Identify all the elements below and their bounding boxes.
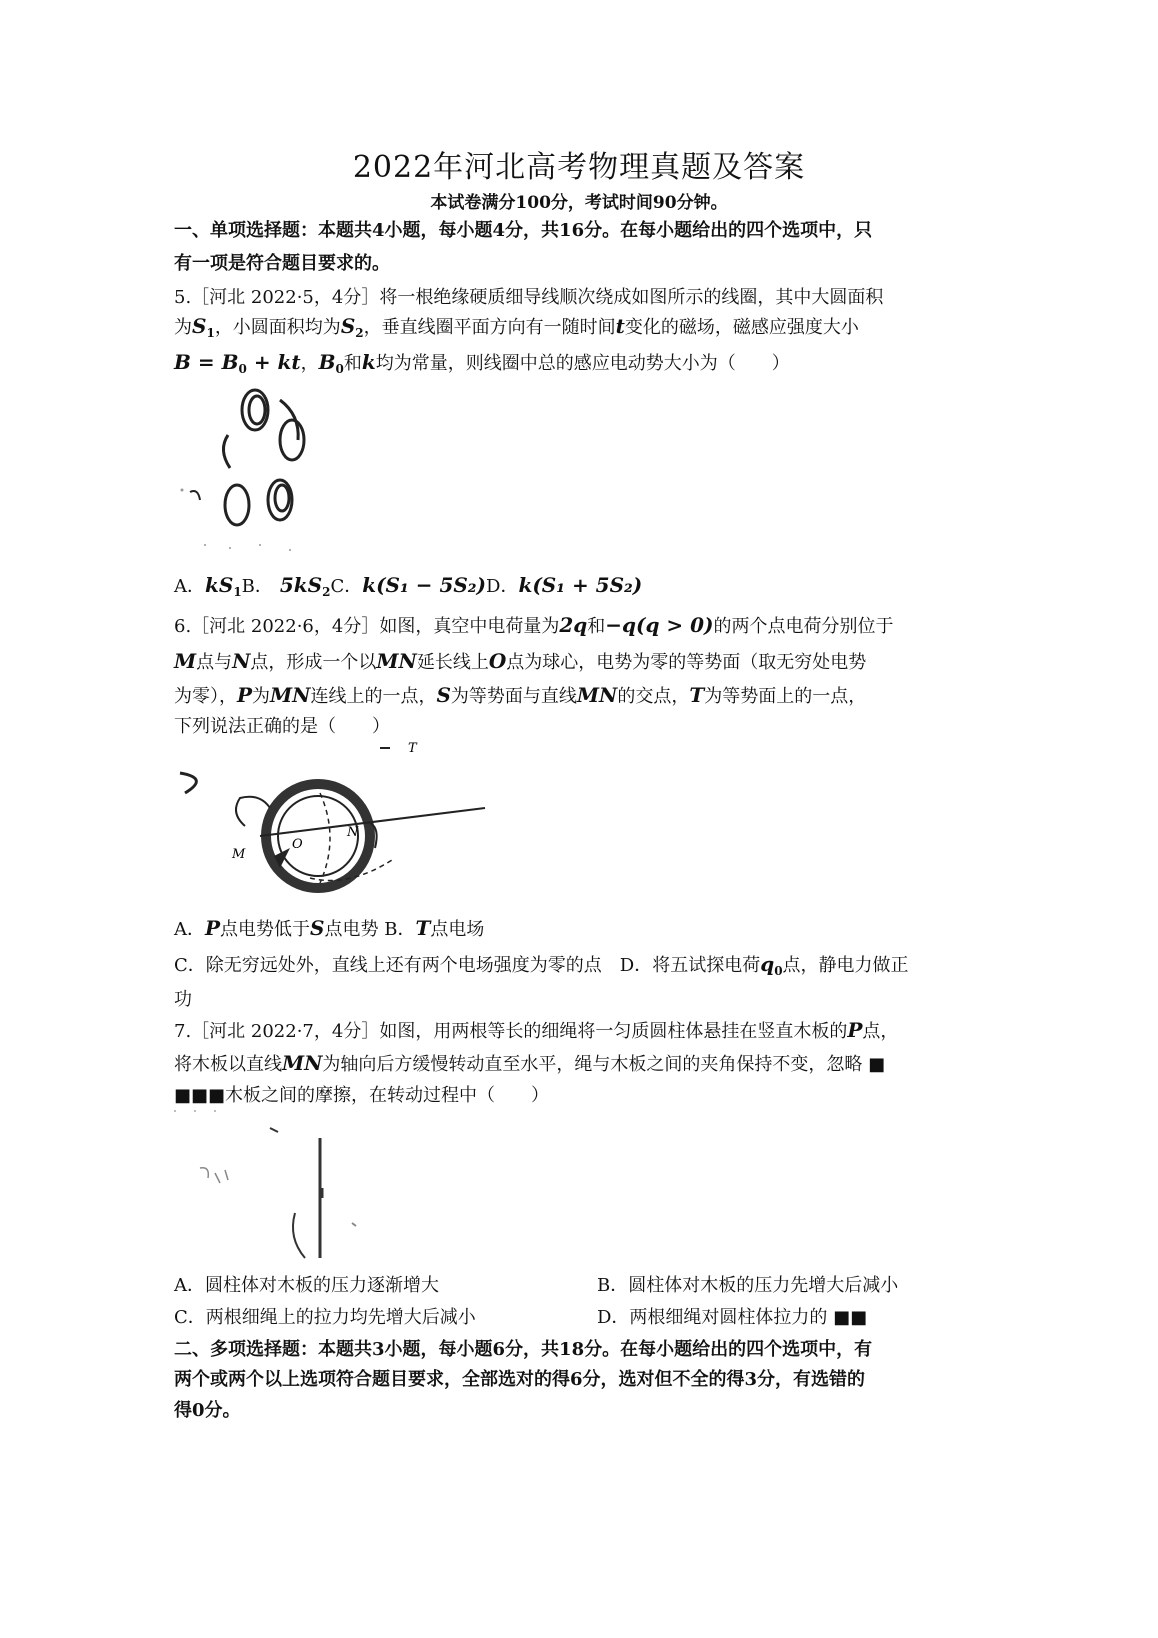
- coil-figure: [170, 380, 320, 560]
- q5-options: [174, 572, 642, 599]
- fig-label-M: M: [232, 847, 246, 862]
- q5-B0: $B_0$: [318, 350, 344, 376]
- q7-line3: ■■■木板之间的摩擦，在转动过程中（ ）: [174, 1085, 550, 1106]
- q5-text: ，: [300, 353, 319, 374]
- q6-line3: 为零），P为MN连线上的一点，S为等势面与直线MN的交点，T为等势面上的一点，: [174, 683, 867, 707]
- q7-option-c: C．两根细绳上的拉力均先增大后减小: [174, 1307, 476, 1328]
- q5-option-c-label: C．: [330, 576, 363, 597]
- q7-option-b: B．圆柱体对木板的压力先增大后减小: [597, 1275, 899, 1296]
- q5-line3: [174, 349, 790, 376]
- fig-label-O: O: [292, 837, 303, 852]
- q5-option-b-label: B．: [241, 576, 273, 597]
- q7-option-d: D．两根细绳对圆柱体拉力的 ■■: [597, 1307, 868, 1328]
- exam-subtitle: 本试卷满分100分，考试时间90分钟。: [430, 193, 728, 213]
- q5-k: k: [361, 350, 376, 374]
- q5-t: t: [615, 314, 625, 338]
- q5-S2: $S_2$: [340, 314, 364, 340]
- q5-text: 均为常量，则线圈中总的感应电动势大小为（ ）: [375, 353, 790, 374]
- section1-header-line2: 有一项是符合题目要求的。: [174, 253, 390, 274]
- q5-option-d: k(S₁ + 5S₂): [518, 573, 643, 597]
- q5-option-b: $5kS_2$: [279, 573, 331, 599]
- q6-charge1: 2q: [559, 613, 588, 637]
- q5-line1: 5.［河北 2022·5，4分］将一根绝缘硬质细导线顺次绕成如图所示的线圈，其中大圆面积: [174, 287, 884, 308]
- q6-option-d-cont: 功: [174, 989, 192, 1010]
- section2-header-line1: 二、多项选择题：本题共3小题，每小题6分，共18分。在每小题给出的四个选项中，有: [174, 1339, 873, 1360]
- q6-options-ab: A．P点电势低于S点电势 B．T点电场: [174, 916, 485, 940]
- q5-text: 变化的磁场，磁感应强度大小: [624, 317, 859, 338]
- q6-options-cd: C．除无穷远处外，直线上还有两个电场强度为零的点 D．将五试探电荷$q_0$点，静电力做正: [174, 952, 909, 978]
- fig-label-T: T: [408, 741, 417, 756]
- section1-header-line1: 一、单项选择题：本题共4小题，每小题4分，共16分。在每小题给出的四个选项中，只: [174, 220, 873, 241]
- equipotential-figure: [170, 738, 500, 908]
- q6-q0: $q_0$: [760, 952, 783, 978]
- q5-S1: $S_1$: [192, 314, 215, 340]
- q7-option-a: A．圆柱体对木板的压力逐渐增大: [174, 1275, 439, 1296]
- q5-formula: $B = B_0$ + kt: [174, 350, 301, 376]
- q7-line2: 将木板以直线MN为轴向后方缓慢转动直至水平，绳与木板之间的夹角保持不变，忽略 ■: [174, 1051, 886, 1075]
- section2-header-line3: 得0分。: [174, 1400, 241, 1421]
- board-figure: [170, 1108, 380, 1268]
- fig-label-N: N: [347, 825, 359, 840]
- q5-option-d-label: D．: [486, 576, 519, 597]
- q5-text: 为: [174, 317, 192, 338]
- q6-line4: 下列说法正确的是（ ）: [174, 716, 390, 737]
- q5-line2: [174, 313, 859, 340]
- page-title: 2022年河北高考物理真题及答案: [352, 150, 806, 185]
- q6-line2: M点与N点，形成一个以MN延长线上O点为球心，电势为零的等势面（取无穷处电势: [174, 649, 867, 673]
- q6-charge2: −q(q > 0): [605, 613, 714, 637]
- q5-text: 和: [343, 353, 362, 374]
- section2-header-line2: 两个或两个以上选项符合题目要求，全部选对的得6分，选对但不全的得3分，有选错的: [174, 1369, 866, 1390]
- q5-text: ，小圆面积均为: [214, 317, 341, 338]
- q5-option-a: $kS_1$: [205, 573, 242, 599]
- q5-option-a-label: A．: [174, 576, 205, 597]
- q5-option-c: k(S₁ − 5S₂): [362, 573, 487, 597]
- q7-line1: 7.［河北 2022·7，4分］如图，用两根等长的细绳将一匀质圆柱体悬挂在竖直木板的P点，: [174, 1018, 899, 1042]
- q5-text: ，垂直线圈平面方向有一随时间: [363, 317, 616, 338]
- q6-line1: 6.［河北 2022·6，4分］如图，真空中电荷量为2q和−q(q > 0)的两个点电荷分别位于: [174, 613, 894, 637]
